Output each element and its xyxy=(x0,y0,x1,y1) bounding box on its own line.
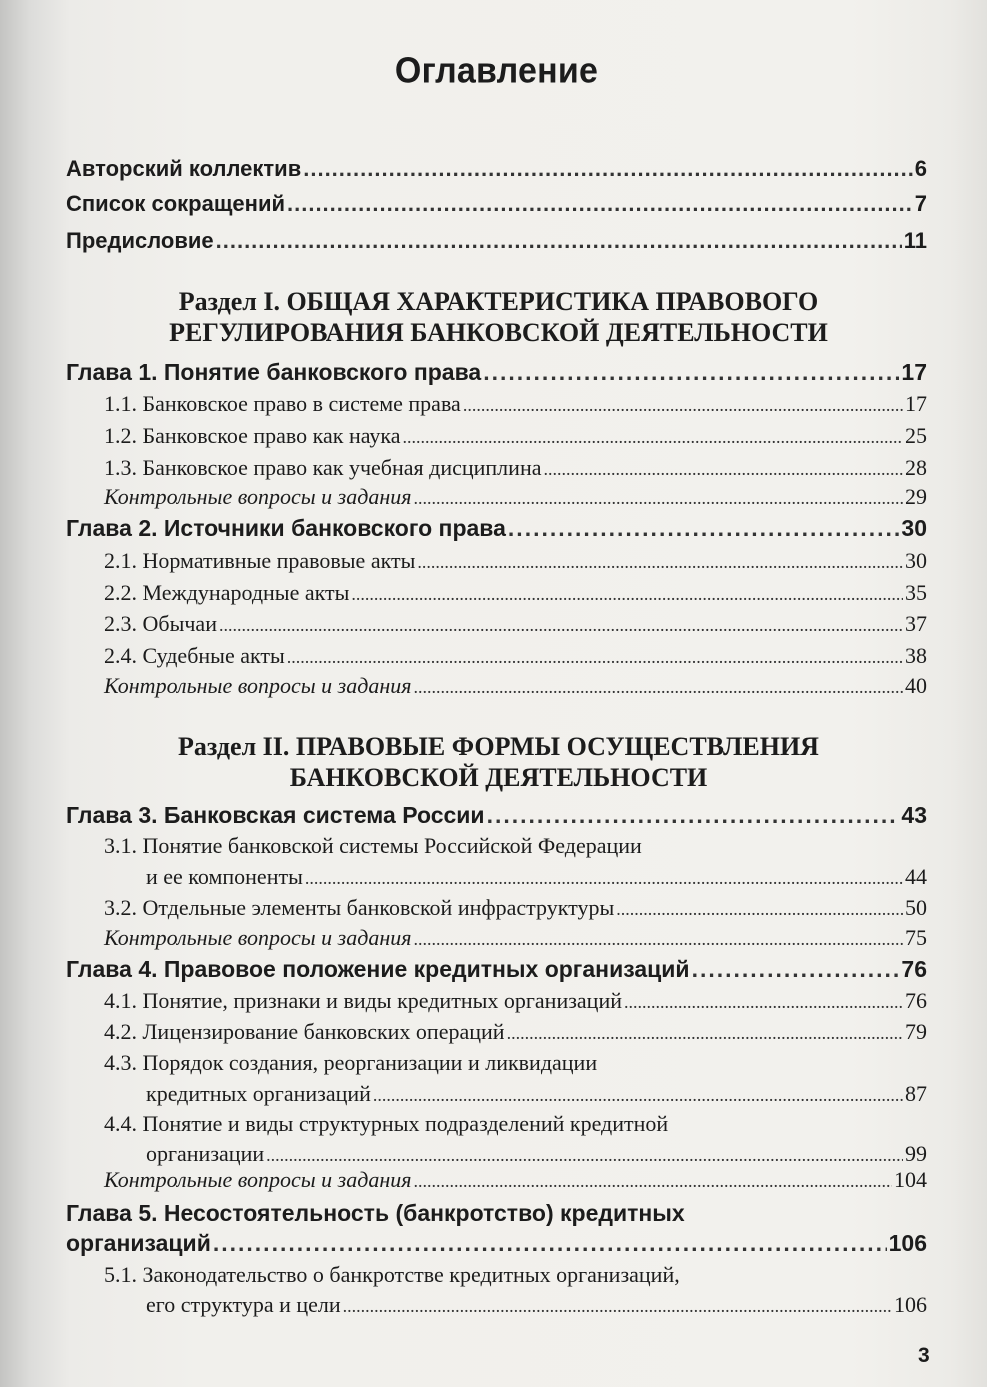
subsection-label: 4.2. Лицензирование банковских операций xyxy=(104,1019,505,1044)
leader-dots xyxy=(305,864,903,890)
leader-dots xyxy=(213,1230,887,1257)
chapter-label[interactable]: Глава 5. Несостоятельность (банкротство) кредитных xyxy=(66,1200,685,1226)
subsection-page: 25 xyxy=(905,423,927,448)
leader-dots xyxy=(343,1292,892,1318)
subsection-label[interactable]: 4.4. Понятие и виды структурных подразделений кредитной xyxy=(104,1111,669,1136)
leader-dots xyxy=(508,515,899,542)
leader-dots xyxy=(487,802,900,829)
chapter-label: Глава 1. Понятие банковского права xyxy=(66,359,482,385)
leader-dots xyxy=(413,673,903,699)
subsection-entry[interactable] xyxy=(104,643,927,669)
section-heading-line: Раздел II. ПРАВОВЫЕ ФОРМЫ ОСУЩЕСТВЛЕНИЯ xyxy=(178,732,819,761)
subsection-page: 37 xyxy=(905,611,927,636)
leader-dots xyxy=(413,484,903,510)
leader-dots xyxy=(692,956,900,983)
entry-label: Авторский коллектив xyxy=(66,156,302,181)
chapter-label: Глава 4. Правовое положение кредитных организаций xyxy=(66,956,690,982)
subsection-entry[interactable] xyxy=(104,988,927,1014)
leader-dots xyxy=(287,643,903,669)
subsection-entry[interactable] xyxy=(146,864,927,890)
leader-dots xyxy=(219,611,903,637)
leader-dots xyxy=(417,548,903,574)
subsection-page: 29 xyxy=(905,484,927,509)
section-heading xyxy=(96,286,901,348)
subsection-label: Контрольные вопросы и задания xyxy=(104,673,412,698)
entry-label: Список сокращений xyxy=(66,191,285,216)
chapter-label: организаций xyxy=(66,1230,211,1256)
subsection-entry[interactable] xyxy=(104,423,927,449)
chapter-entry[interactable] xyxy=(66,1230,927,1257)
section-heading-line: БАНКОВСКОЙ ДЕЯТЕЛЬНОСТИ xyxy=(289,763,708,792)
subsection-page: 35 xyxy=(905,580,927,605)
toc-entry[interactable] xyxy=(66,228,927,254)
leader-dots xyxy=(303,156,913,182)
subsection-label: 1.1. Банковское право в системе права xyxy=(104,391,461,416)
entry-label: Предисловие xyxy=(66,228,214,253)
section-heading-line: РЕГУЛИРОВАНИЯ БАНКОВСКОЙ ДЕЯТЕЛЬНОСТИ xyxy=(169,318,828,347)
chapter-entry[interactable] xyxy=(66,515,927,542)
subsection-label[interactable]: 4.3. Порядок создания, реорганизации и ликвидации xyxy=(104,1050,598,1075)
subsection-label: Контрольные вопросы и задания xyxy=(104,1167,412,1192)
subsection-entry[interactable] xyxy=(104,1019,927,1045)
section-heading-line: Раздел I. ОБЩАЯ ХАРАКТЕРИСТИКА ПРАВОВОГО xyxy=(178,287,819,316)
leader-dots xyxy=(543,455,903,481)
subsection-label: 2.1. Нормативные правовые акты xyxy=(104,548,416,573)
subsection-page: 75 xyxy=(905,925,927,950)
leader-dots xyxy=(266,1141,903,1167)
review-questions-entry[interactable] xyxy=(104,484,927,510)
subsection-label: его структура и цели xyxy=(146,1292,341,1317)
subsection-entry[interactable] xyxy=(104,611,927,637)
chapter-entry[interactable] xyxy=(66,802,927,829)
chapter-page: 76 xyxy=(901,956,927,982)
leader-dots xyxy=(351,580,903,606)
toc-title: Оглавление xyxy=(394,51,599,91)
entry-page: 11 xyxy=(903,228,927,253)
subsection-entry[interactable] xyxy=(146,1081,927,1107)
chapter-page: 43 xyxy=(901,802,927,828)
subsection-entry[interactable] xyxy=(104,391,927,417)
toc-entry[interactable] xyxy=(66,191,927,217)
subsection-label: 1.2. Банковское право как наука xyxy=(104,423,401,448)
subsection-entry[interactable] xyxy=(104,895,927,921)
subsection-entry[interactable] xyxy=(146,1141,927,1167)
subsection-label: кредитных организаций xyxy=(146,1081,371,1106)
chapter-entry[interactable] xyxy=(66,359,927,386)
chapter-label: Глава 2. Источники банковского права xyxy=(66,515,506,541)
chapter-page: 106 xyxy=(888,1230,927,1256)
leader-dots xyxy=(287,191,913,217)
subsection-label: Контрольные вопросы и задания xyxy=(104,925,412,950)
subsection-label: Контрольные вопросы и задания xyxy=(104,484,412,509)
subsection-page: 38 xyxy=(905,643,927,668)
subsection-entry[interactable] xyxy=(104,548,927,574)
review-questions-entry[interactable] xyxy=(104,1167,927,1193)
subsection-entry[interactable] xyxy=(146,1292,927,1318)
subsection-page: 30 xyxy=(905,548,927,573)
review-questions-entry[interactable] xyxy=(104,673,927,699)
leader-dots xyxy=(483,359,899,386)
subsection-label: 2.2. Международные акты xyxy=(104,580,350,605)
chapter-page: 30 xyxy=(901,515,927,541)
subsection-label[interactable]: 5.1. Законодательство о банкротстве кредитных организаций, xyxy=(104,1262,680,1287)
subsection-page: 28 xyxy=(905,455,927,480)
leader-dots xyxy=(403,423,904,449)
leader-dots xyxy=(413,1167,892,1193)
subsection-page: 44 xyxy=(905,864,927,889)
entry-page: 6 xyxy=(914,156,927,181)
subsection-page: 17 xyxy=(905,391,927,416)
entry-page: 7 xyxy=(914,191,927,216)
subsection-page: 106 xyxy=(894,1292,927,1317)
page-number: 3 xyxy=(918,1344,930,1367)
subsection-page: 50 xyxy=(905,895,927,920)
subsection-label: организации xyxy=(146,1141,265,1166)
subsection-label: 1.3. Банковское право как учебная дисциплина xyxy=(104,455,542,480)
subsection-page: 79 xyxy=(905,1019,927,1044)
chapter-page: 17 xyxy=(901,359,927,385)
chapter-label: Глава 3. Банковская система России xyxy=(66,802,485,828)
leader-dots xyxy=(373,1081,903,1107)
subsection-label: 2.3. Обычаи xyxy=(104,611,217,636)
subsection-entry[interactable] xyxy=(104,455,927,481)
subsection-label: 4.1. Понятие, признаки и виды кредитных организаций xyxy=(104,988,622,1013)
subsection-page: 87 xyxy=(905,1081,927,1106)
subsection-label: и ее компоненты xyxy=(146,864,303,889)
leader-dots xyxy=(463,391,903,417)
chapter-entry[interactable] xyxy=(66,956,927,983)
toc-page xyxy=(66,0,927,1387)
subsection-page: 99 xyxy=(905,1141,927,1166)
review-questions-entry[interactable] xyxy=(104,925,927,951)
subsection-label[interactable]: 3.1. Понятие банковской системы Российской Федерации xyxy=(104,833,642,858)
toc-entry[interactable] xyxy=(66,156,927,182)
leader-dots xyxy=(216,228,902,254)
section-heading xyxy=(96,731,901,793)
leader-dots xyxy=(413,925,903,951)
leader-dots xyxy=(624,988,903,1014)
subsection-page: 76 xyxy=(905,988,927,1013)
subsection-page: 40 xyxy=(905,673,927,698)
subsection-page: 104 xyxy=(894,1167,927,1192)
subsection-label: 3.2. Отдельные элементы банковской инфраструктуры xyxy=(104,895,615,920)
leader-dots xyxy=(616,895,903,921)
subsection-entry[interactable] xyxy=(104,580,927,606)
leader-dots xyxy=(507,1019,903,1045)
subsection-label: 2.4. Судебные акты xyxy=(104,643,285,668)
